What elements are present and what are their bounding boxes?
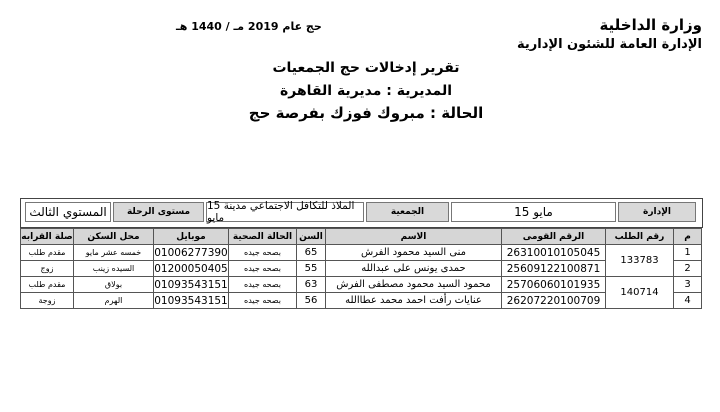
mobile: 01093543151 xyxy=(154,278,228,291)
row-index: 1 xyxy=(674,245,702,261)
age: 55 xyxy=(297,261,326,277)
ministry-name: وزارة الداخلية xyxy=(599,16,702,34)
relation: مقدم طلب xyxy=(21,245,74,261)
table-header-row xyxy=(21,229,702,245)
national-id: 26310010105045 xyxy=(502,245,606,261)
society-label: الجمعية xyxy=(366,202,449,222)
applicant-name: حمدى يونس على عبدالله xyxy=(326,261,502,277)
relation: زوج xyxy=(21,261,74,277)
applicants-table xyxy=(20,228,702,309)
age: 63 xyxy=(297,277,326,293)
col-header-mobile: موبايل xyxy=(154,229,229,245)
health-status: بصحه جيده xyxy=(229,293,297,309)
health-status: بصحه جيده xyxy=(229,245,297,261)
health-status: بصحه جيده xyxy=(229,261,297,277)
age: 56 xyxy=(297,293,326,309)
residence: الهرم xyxy=(74,293,154,309)
col-header-name: الاسم xyxy=(326,229,502,245)
national-id: 25609122100871 xyxy=(502,261,606,277)
residence: السيده زينب xyxy=(74,261,154,277)
age: 65 xyxy=(297,245,326,261)
admin-label: الإدارة xyxy=(618,202,696,222)
directorate-line: المديرية : مديرية القاهرة xyxy=(280,83,452,99)
mobile: 01006277390 xyxy=(154,246,228,259)
request-number: 140714 xyxy=(606,277,674,309)
society-value: الملاذ للتكافل الاجتماعي مدينة 15 مايو xyxy=(206,202,364,222)
national-id: 25706060101935 xyxy=(502,277,606,293)
hajj-year: حج عام 2019 مـ / 1440 هـ xyxy=(176,20,322,33)
residence: بولاق xyxy=(74,277,154,293)
table-row xyxy=(21,245,702,261)
department-name: الإدارة العامة للشئون الإدارية xyxy=(517,37,702,52)
admin-value: 15 مايو xyxy=(451,202,616,222)
info-bar xyxy=(20,198,703,228)
level-value: المستوي الثالث xyxy=(25,202,111,222)
mobile: 01093543151 xyxy=(154,294,228,307)
row-index: 2 xyxy=(674,261,702,277)
applicant-name: عنايات رأفت احمد محمد عطاالله xyxy=(326,293,502,309)
applicant-name: منى السيد محمود الفرش xyxy=(326,245,502,261)
residence: خمسه عشر مايو xyxy=(74,245,154,261)
row-index: 3 xyxy=(674,277,702,293)
col-header-residence: محل السكن xyxy=(74,229,154,245)
col-header-index: م xyxy=(674,229,702,245)
mobile: 01200050405 xyxy=(154,262,228,275)
status-line: الحالة : مبروك فوزك بفرصة حج xyxy=(248,104,484,122)
report-title: تقرير إدخالات حج الجمعيات xyxy=(272,60,460,76)
col-header-age: السن xyxy=(297,229,326,245)
table-row xyxy=(21,293,702,309)
col-header-national-id: الرقم القومى xyxy=(502,229,606,245)
col-header-request: رقم الطلب xyxy=(606,229,674,245)
national-id: 26207220100709 xyxy=(502,293,606,309)
table-row xyxy=(21,277,702,293)
row-index: 4 xyxy=(674,293,702,309)
request-number: 133783 xyxy=(606,245,674,277)
level-label: مستوى الرحلة xyxy=(113,202,204,222)
applicant-name: محمود السيد محمود مصطفى الفرش xyxy=(326,277,502,293)
col-header-relation: صلة القرابه xyxy=(21,229,74,245)
relation: زوجة xyxy=(21,293,74,309)
relation: مقدم طلب xyxy=(21,277,74,293)
health-status: بصحه جيده xyxy=(229,277,297,293)
table-row xyxy=(21,261,702,277)
col-header-health: الحالة الصحية xyxy=(229,229,297,245)
